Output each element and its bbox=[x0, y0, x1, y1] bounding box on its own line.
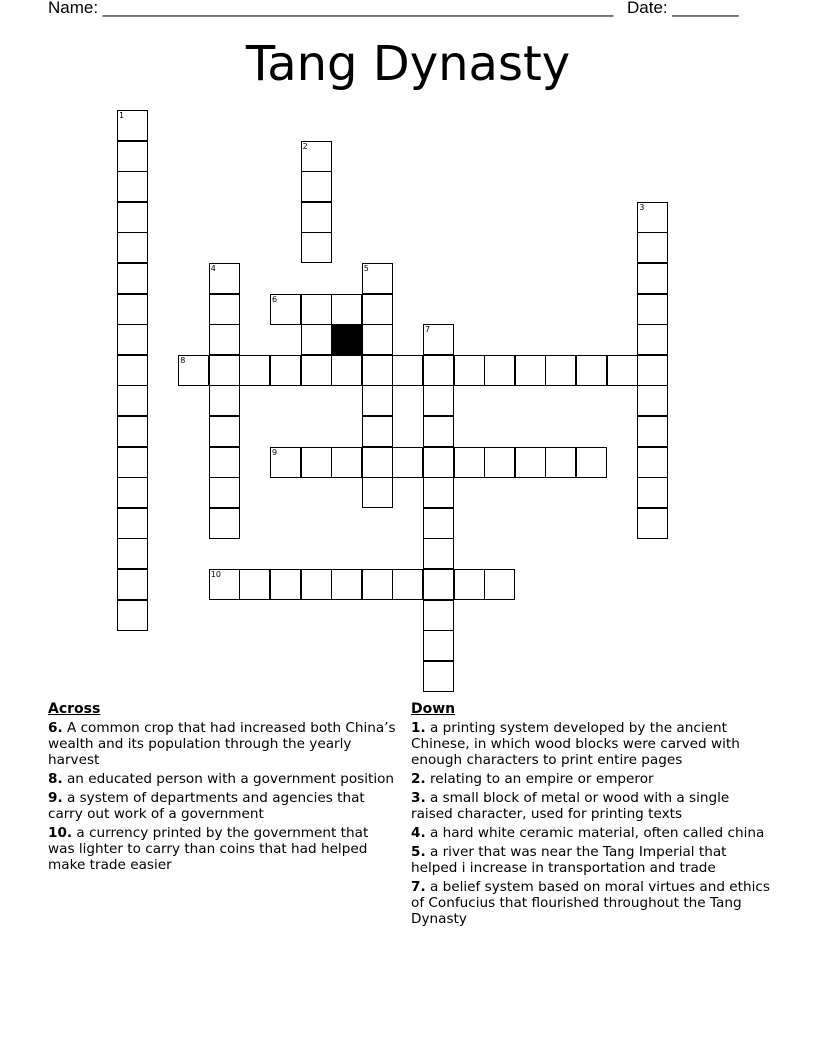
grid-cell[interactable] bbox=[301, 141, 332, 172]
grid-cell[interactable] bbox=[301, 294, 332, 325]
grid-cell[interactable] bbox=[209, 447, 240, 478]
clue-text: a currency printed by the government that was lighter to carry than coins that had helped make trade easier bbox=[48, 825, 369, 873]
grid-cell[interactable] bbox=[117, 202, 148, 233]
clue-num: 3. bbox=[411, 790, 426, 806]
grid-cell[interactable] bbox=[454, 447, 485, 478]
clue-num: 2. bbox=[411, 771, 426, 787]
grid-cell[interactable] bbox=[209, 477, 240, 508]
clue-num: 9. bbox=[48, 790, 63, 806]
grid-cell[interactable] bbox=[117, 385, 148, 416]
grid-cell[interactable] bbox=[423, 447, 454, 478]
clue-text: a belief system based on moral virtues and ethics of Confucius that flourished throughout the Tang Dynasty bbox=[411, 879, 770, 927]
clue-num: 1. bbox=[411, 720, 426, 736]
clue-text: a system of departments and agencies that carry out work of a government bbox=[48, 790, 365, 822]
grid-cell[interactable] bbox=[117, 171, 148, 202]
grid-cell[interactable] bbox=[484, 447, 515, 478]
grid-cell[interactable] bbox=[270, 355, 301, 386]
grid-cell[interactable] bbox=[362, 416, 393, 447]
grid-cell[interactable] bbox=[362, 294, 393, 325]
grid-cell[interactable] bbox=[239, 355, 270, 386]
grid-cell[interactable] bbox=[117, 569, 148, 600]
grid-cell[interactable] bbox=[301, 569, 332, 600]
clue-text: a river that was near the Tang Imperial that helped i increase in transportation and trade bbox=[411, 844, 727, 876]
across-clue bbox=[48, 790, 398, 822]
clue-number: 3 bbox=[639, 202, 645, 212]
grid-cell[interactable] bbox=[423, 324, 454, 355]
clue-num: 7. bbox=[411, 879, 426, 895]
clue-text: A common crop that had increased both China’s wealth and its population through the yearly harvest bbox=[48, 720, 396, 768]
down-clue bbox=[411, 825, 771, 841]
grid-cell[interactable] bbox=[362, 447, 393, 478]
grid-cell[interactable] bbox=[209, 416, 240, 447]
across-clue bbox=[48, 720, 398, 768]
grid-cell[interactable] bbox=[637, 202, 668, 233]
grid-cell[interactable] bbox=[637, 355, 668, 386]
grid-cell[interactable] bbox=[637, 294, 668, 325]
clue-number: 8 bbox=[180, 355, 186, 365]
grid-cell[interactable] bbox=[362, 324, 393, 355]
grid-cell[interactable] bbox=[117, 416, 148, 447]
grid-cell[interactable] bbox=[117, 263, 148, 294]
black-cell bbox=[331, 324, 362, 355]
grid-cell[interactable] bbox=[637, 477, 668, 508]
grid-cell[interactable] bbox=[331, 447, 362, 478]
grid-cell[interactable] bbox=[362, 355, 393, 386]
clue-num: 5. bbox=[411, 844, 426, 860]
grid-cell[interactable] bbox=[270, 569, 301, 600]
grid-cell[interactable] bbox=[209, 324, 240, 355]
clue-number: 5 bbox=[363, 264, 369, 273]
grid-cell[interactable] bbox=[270, 294, 301, 325]
grid-cell[interactable] bbox=[423, 385, 454, 416]
grid-cell[interactable] bbox=[331, 355, 362, 386]
date-field-label: Date: _______ bbox=[627, 0, 739, 17]
grid-cell[interactable] bbox=[117, 141, 148, 172]
down-clue bbox=[411, 720, 771, 768]
grid-cell[interactable] bbox=[239, 569, 270, 600]
grid-cell[interactable] bbox=[637, 385, 668, 416]
grid-cell[interactable] bbox=[392, 355, 423, 386]
grid-cell[interactable] bbox=[209, 294, 240, 325]
grid-cell[interactable] bbox=[362, 569, 393, 600]
grid-cell[interactable] bbox=[362, 477, 393, 508]
grid-cell[interactable] bbox=[484, 569, 515, 600]
grid-cell[interactable] bbox=[117, 232, 148, 263]
grid-cell[interactable] bbox=[117, 447, 148, 478]
grid-cell[interactable] bbox=[484, 355, 515, 386]
clue-number: 1 bbox=[119, 111, 125, 120]
clue-num: 6. bbox=[48, 720, 63, 736]
clue-num: 10. bbox=[48, 825, 73, 841]
clue-number: 10 bbox=[210, 570, 221, 579]
grid-cell[interactable] bbox=[423, 661, 454, 692]
grid-cell[interactable] bbox=[209, 508, 240, 539]
grid-cell[interactable] bbox=[423, 508, 454, 539]
clue-number: 2 bbox=[302, 141, 308, 151]
grid-cell[interactable] bbox=[545, 355, 576, 386]
clue-text: an educated person with a government position bbox=[62, 771, 395, 787]
clue-text: a printing system developed by the ancient Chinese, in which wood blocks were carved with enough characters to print entire pages bbox=[411, 720, 740, 768]
grid-cell[interactable] bbox=[392, 569, 423, 600]
grid-cell[interactable] bbox=[209, 355, 240, 386]
grid-cell[interactable] bbox=[117, 355, 148, 386]
grid-cell[interactable] bbox=[301, 355, 332, 386]
down-clue bbox=[411, 844, 771, 876]
grid-cell[interactable] bbox=[423, 416, 454, 447]
grid-cell[interactable] bbox=[178, 355, 209, 386]
across-heading: Across bbox=[48, 701, 101, 717]
grid-cell[interactable] bbox=[607, 355, 638, 386]
clue-num: 8. bbox=[48, 771, 63, 787]
clue-number: 9 bbox=[272, 447, 278, 457]
grid-cell[interactable] bbox=[576, 447, 607, 478]
grid-cell[interactable] bbox=[454, 569, 485, 600]
down-clues bbox=[411, 700, 771, 930]
grid-cell[interactable] bbox=[209, 263, 240, 294]
grid-cell[interactable] bbox=[637, 324, 668, 355]
across-clues bbox=[48, 700, 398, 876]
grid-cell[interactable] bbox=[637, 232, 668, 263]
grid-cell[interactable] bbox=[301, 232, 332, 263]
across-clue bbox=[48, 771, 398, 787]
across-clue bbox=[48, 825, 398, 873]
grid-cell[interactable] bbox=[209, 569, 240, 600]
grid-cell[interactable] bbox=[117, 477, 148, 508]
grid-cell[interactable] bbox=[423, 538, 454, 569]
name-field-label: Name: ______________________________________________________ bbox=[48, 0, 614, 17]
grid-cell[interactable] bbox=[117, 294, 148, 325]
grid-cell[interactable] bbox=[117, 600, 148, 631]
down-clue bbox=[411, 790, 771, 822]
grid-cell[interactable] bbox=[301, 324, 332, 355]
grid-cell[interactable] bbox=[392, 447, 423, 478]
clue-text: a hard white ceramic material, often called china bbox=[425, 825, 765, 841]
grid-cell[interactable] bbox=[576, 355, 607, 386]
grid-cell[interactable] bbox=[301, 447, 332, 478]
grid-cell[interactable] bbox=[545, 447, 576, 478]
grid-cell[interactable] bbox=[270, 447, 301, 478]
grid-cell[interactable] bbox=[423, 477, 454, 508]
clue-number: 4 bbox=[210, 264, 216, 273]
grid-cell[interactable] bbox=[301, 171, 332, 202]
clue-num: 4. bbox=[411, 825, 426, 841]
down-clue bbox=[411, 879, 771, 927]
grid-cell[interactable] bbox=[362, 263, 393, 294]
clue-number: 7 bbox=[425, 325, 431, 335]
page-title: Tang Dynasty bbox=[245, 36, 571, 92]
grid-cell[interactable] bbox=[423, 355, 454, 386]
grid-cell[interactable] bbox=[117, 110, 148, 141]
grid-cell[interactable] bbox=[423, 600, 454, 631]
grid-cell[interactable] bbox=[515, 355, 546, 386]
grid-cell[interactable] bbox=[362, 385, 393, 416]
grid-cell[interactable] bbox=[637, 447, 668, 478]
grid-cell[interactable] bbox=[515, 447, 546, 478]
grid-cell[interactable] bbox=[209, 385, 240, 416]
grid-cell[interactable] bbox=[117, 324, 148, 355]
grid-cell[interactable] bbox=[117, 508, 148, 539]
grid-cell[interactable] bbox=[637, 263, 668, 294]
grid-cell[interactable] bbox=[331, 569, 362, 600]
grid-cell[interactable] bbox=[637, 416, 668, 447]
grid-cell[interactable] bbox=[454, 355, 485, 386]
clue-text: a small block of metal or wood with a single raised character, used for printing texts bbox=[411, 790, 730, 822]
grid-cell[interactable] bbox=[637, 508, 668, 539]
clue-text: relating to an empire or emperor bbox=[425, 771, 654, 787]
grid-cell[interactable] bbox=[331, 294, 362, 325]
grid-cell[interactable] bbox=[423, 630, 454, 661]
grid-cell[interactable] bbox=[423, 569, 454, 600]
grid-cell[interactable] bbox=[301, 202, 332, 233]
down-clue bbox=[411, 771, 771, 787]
grid-cell[interactable] bbox=[117, 538, 148, 569]
clue-number: 6 bbox=[272, 294, 278, 304]
down-heading: Down bbox=[411, 701, 456, 717]
